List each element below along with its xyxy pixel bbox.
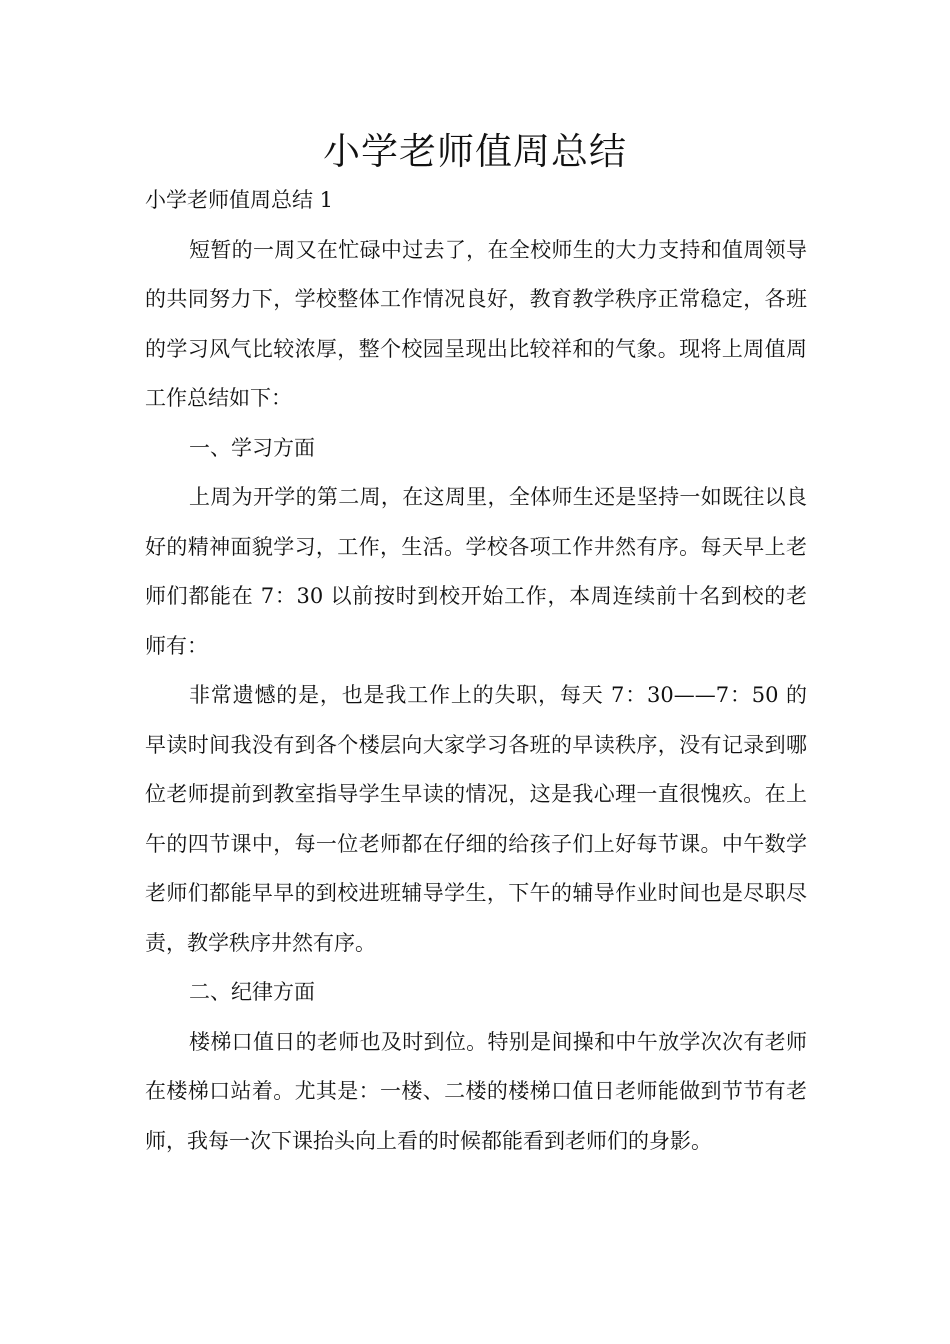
paragraph-intro: 短暂的一周又在忙碌中过去了，在全校师生的大力支持和值周领导的共同努力下，学校整体工作情况良好，教育教学秩序正常稳定，各班的学习风气比较浓厚，整个校园呈现出比较祥和的气象。现将上周值周工作总结如下： [145,237,807,410]
document-title: 小学老师值周总结 [323,130,627,173]
document-body [145,176,807,1166]
section-heading-discipline: 二、纪律方面 [189,980,315,1004]
paragraph-study-2: 非常遗憾的是，也是我工作上的失职，每天 7：30——7：50 的早读时间我没有到各个楼层向大家学习各班的早读秩序，没有记录到哪位老师提前到教室指导学生早读的情况，这是我心理一直很愧疚。在上午的四节课中，每一位老师都在仔细的给孩子们上好每节课。中午数学老师们都能早早的到校进班辅导学生，下午的辅导作业时间也是尽职尽责，教学秩序井然有序。 [145,683,807,955]
section-heading-study: 一、学习方面 [189,435,315,460]
paragraph-study-1: 上周为开学的第二周，在这周里，全体师生还是坚持一如既往以良好的精神面貌学习，工作，生活。学校各项工作井然有序。每天早上老师们都能在 7：30 以前按时到校开始工作，本周连续前十名到校的老师有： [145,485,807,658]
paragraph-discipline: 楼梯口值日的老师也及时到位。特别是间操和中午放学次次有老师在楼梯口站着。尤其是：一楼、二楼的楼梯口值日老师能做到节节有老师，我每一次下课抬头向上看的时候都能看到老师们的身影。 [145,1029,807,1153]
section-heading-1: 小学老师值周总结 1 [145,188,334,212]
